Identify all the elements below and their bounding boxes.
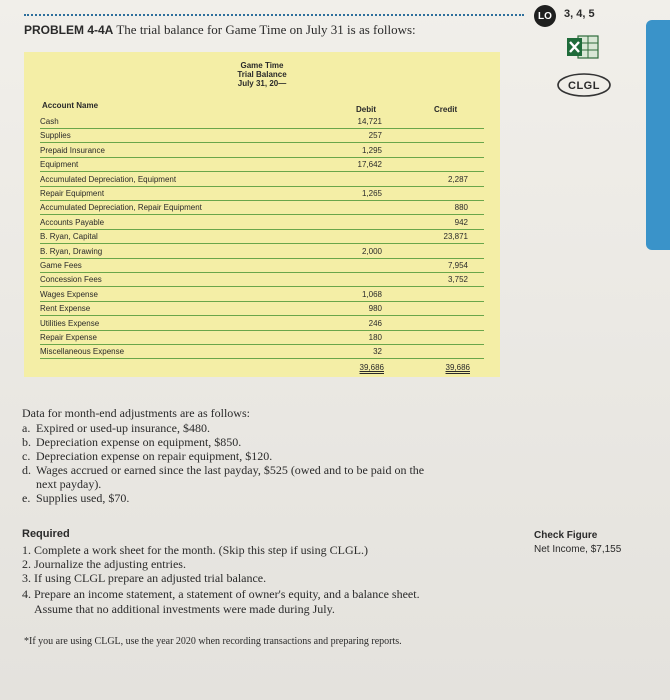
table-row: [40, 229, 484, 244]
table-row: [40, 157, 484, 172]
debit-amount: 257: [368, 131, 382, 141]
credit-amount: 942: [454, 217, 468, 227]
adjustment-text: Supplies used, $70.: [36, 491, 130, 505]
adjustment-text: Expired or used-up insurance, $480.: [36, 421, 210, 435]
required-step: 1. Complete a work sheet for the month. (Skip this step if using CLGL.): [22, 543, 368, 557]
credit-amount: 3,752: [447, 275, 468, 285]
credit-amount: 880: [454, 203, 468, 213]
table-row: [40, 114, 484, 129]
debit-amount: 1,068: [361, 289, 382, 299]
problem-label: PROBLEM 4-4A: [24, 23, 114, 37]
adjustment-text: Wages accrued or earned since the last payday, $525 (owed and to be paid on the: [36, 463, 425, 477]
total-credit: 39,686: [445, 363, 470, 372]
table-row: [40, 215, 484, 230]
credit-amount: 23,871: [443, 232, 468, 242]
check-figure-value: Net Income, $7,155: [534, 544, 622, 555]
account-name: Accounts Payable: [40, 217, 105, 227]
debit-amount: 32: [373, 347, 382, 357]
header-dotted-rule: [24, 14, 524, 16]
account-name: Rent Expense: [40, 304, 91, 314]
account-name: Cash: [40, 117, 59, 126]
credit-header: Credit: [434, 105, 458, 114]
account-name: Wages Expense: [40, 289, 98, 299]
table-row: [40, 344, 484, 359]
credit-amount: 7,954: [447, 261, 468, 270]
account-name: Accumulated Depreciation, Equipment: [40, 174, 177, 184]
adjustment-letter: e.: [22, 491, 31, 505]
clgl-label: CLGL: [568, 80, 600, 92]
required-step: 3. If using CLGL prepare an adjusted trial balance.: [22, 571, 267, 585]
account-name: Game Fees: [40, 261, 82, 270]
table-row: [40, 301, 484, 316]
table-row: [40, 172, 484, 187]
required-heading: Required: [22, 528, 70, 540]
table-row: [40, 316, 484, 331]
table-row: [40, 258, 484, 273]
table-row: [40, 272, 484, 287]
adjustment-item: [22, 463, 424, 477]
debit-amount: 246: [368, 318, 382, 328]
adjustment-letter: c.: [22, 449, 31, 463]
account-name: Repair Equipment: [40, 189, 105, 198]
problem-text: The trial balance for Game Time on July 31 is as follows:: [116, 22, 416, 37]
table-row: [40, 244, 484, 259]
chapter-side-tab: [646, 20, 670, 250]
statement-title: Trial Balance: [237, 70, 287, 79]
account-name: B. Ryan, Capital: [40, 232, 98, 242]
table-row: [40, 200, 484, 215]
adjustment-text: Depreciation expense on repair equipment, $120.: [36, 449, 273, 463]
debit-amount: 1,265: [361, 189, 382, 198]
lo-badge: LO: [534, 5, 556, 27]
debit-amount: 17,642: [357, 160, 382, 170]
debit-amount: 980: [368, 304, 382, 314]
adjustment-text: next payday).: [36, 477, 102, 491]
footnote: *If you are using CLGL, use the year 2020 when recording transactions and preparing reports.: [24, 636, 402, 647]
adjustment-item: [22, 421, 210, 435]
total-debit: 39,686: [359, 363, 384, 372]
required-step: 2. Journalize the adjusting entries.: [22, 557, 186, 571]
account-name-header: Account Name: [42, 101, 99, 110]
debit-amount: 1,295: [361, 145, 382, 155]
required-step: Assume that no additional investments were made during July.: [34, 602, 335, 616]
adjustment-item: [22, 449, 272, 463]
excel-icon: [566, 34, 600, 60]
account-name: Utilities Expense: [40, 318, 100, 328]
debit-amount: 14,721: [357, 117, 382, 126]
debit-amount: 180: [368, 333, 382, 342]
adjustment-text: Depreciation expense on equipment, $850.: [36, 435, 242, 449]
account-name: Miscellaneous Expense: [40, 347, 125, 357]
adjustment-letter: a.: [22, 421, 31, 435]
account-name: B. Ryan, Drawing: [40, 246, 103, 256]
table-row: [40, 330, 484, 345]
table-row: [40, 143, 484, 158]
adjustments-intro: Data for month-end adjustments are as follows:: [22, 406, 250, 420]
account-name: Accumulated Depreciation, Repair Equipment: [40, 203, 202, 213]
account-name: Equipment: [40, 160, 79, 170]
account-name: Prepaid Insurance: [40, 145, 105, 155]
table-row: [40, 128, 484, 143]
adjustment-letter: d.: [22, 463, 31, 477]
credit-amount: 2,287: [447, 174, 468, 184]
problem-title: [24, 22, 416, 38]
account-name: Supplies: [40, 131, 71, 141]
check-figure-label: Check Figure: [534, 530, 598, 541]
required-step: 4. Prepare an income statement, a statement of owner's equity, and a balance sheet.: [22, 587, 420, 601]
debit-amount: 2,000: [361, 246, 382, 256]
table-row: [40, 287, 484, 302]
debit-header: Debit: [356, 105, 376, 114]
account-name: Concession Fees: [40, 275, 102, 285]
adjustment-item: [22, 477, 101, 491]
table-row: [40, 186, 484, 201]
company-name: Game Time: [240, 61, 284, 70]
account-name: Repair Expense: [40, 333, 97, 342]
statement-date: July 31, 20—: [237, 79, 287, 88]
adjustment-item: [22, 435, 241, 449]
lo-numbers: 3, 4, 5: [564, 8, 595, 20]
adjustment-item: [22, 491, 129, 505]
adjustment-letter: b.: [22, 435, 31, 449]
trial-balance-heading: [222, 61, 302, 88]
